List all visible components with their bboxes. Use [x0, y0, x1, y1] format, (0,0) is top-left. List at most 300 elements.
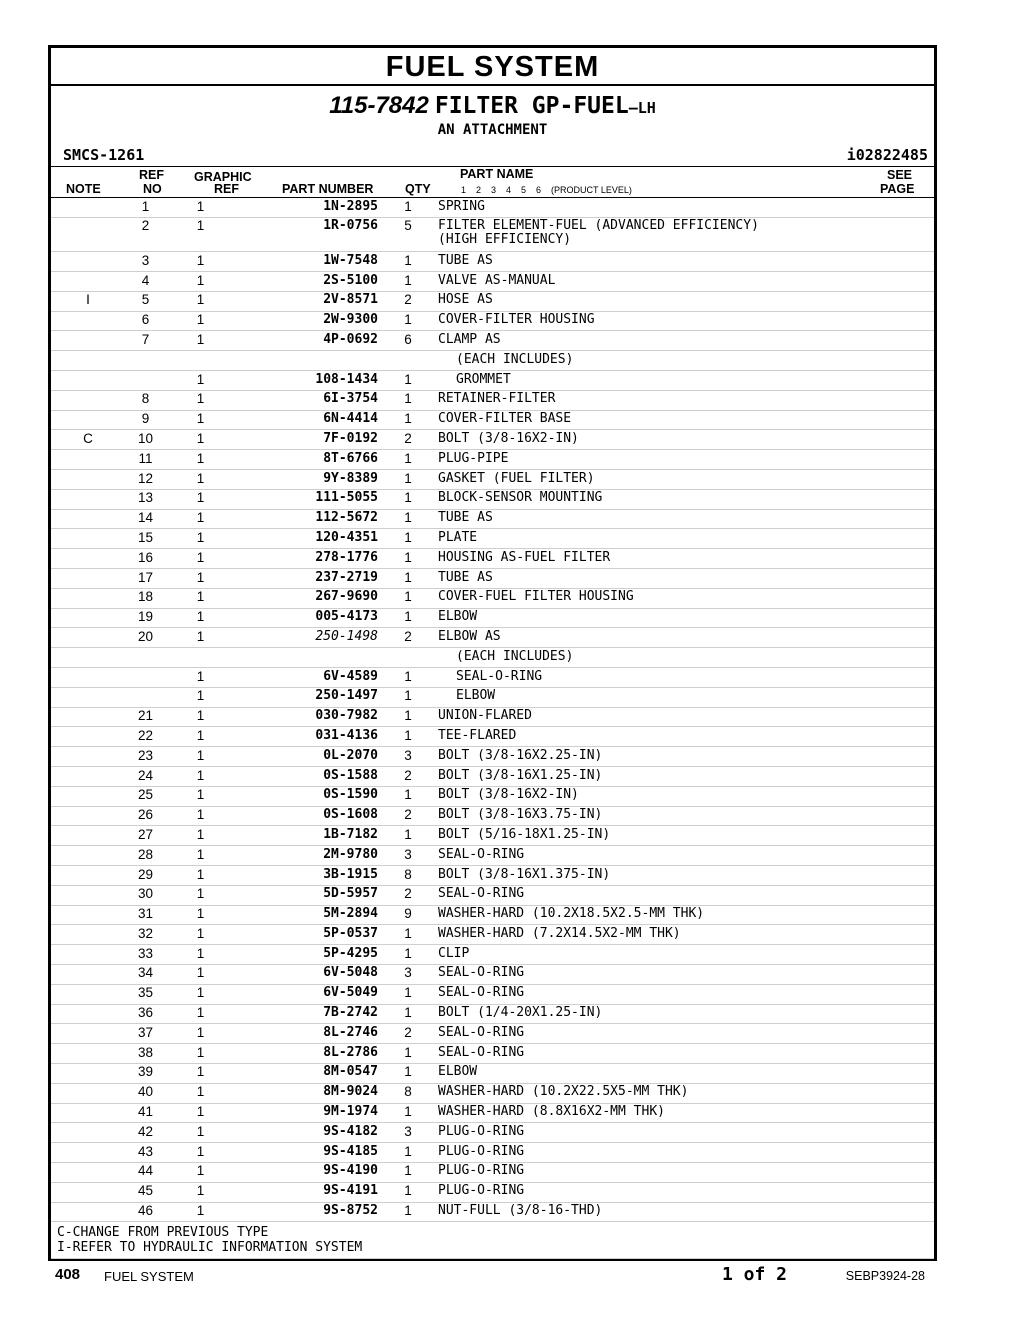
- row-graphic-ref: 1: [166, 331, 235, 351]
- row-part-number: 8M-9024: [235, 1083, 378, 1103]
- row-part-name: WASHER-HARD (10.2X22.5X5-MM THK): [438, 1083, 934, 1103]
- table-row: [51, 826, 934, 846]
- row-part-name: SEAL-O-RING: [438, 668, 934, 688]
- row-graphic-ref: 1: [166, 707, 235, 727]
- row-qty: 3: [378, 747, 438, 767]
- row-graphic-ref: 1: [166, 509, 235, 529]
- row-note: [51, 885, 125, 905]
- row-note: [51, 767, 125, 787]
- row-graphic-ref: 1: [166, 390, 235, 410]
- row-note: [51, 470, 125, 490]
- row-graphic-ref: 1: [166, 1162, 235, 1182]
- col-part-name: PART NAME: [460, 167, 534, 181]
- row-graphic-ref: 1: [166, 945, 235, 965]
- row-ref-no: [125, 687, 166, 707]
- row-qty: 1: [378, 470, 438, 490]
- table-row: [51, 668, 934, 688]
- row-qty: 1: [378, 687, 438, 707]
- table-row: [51, 509, 934, 529]
- row-part-name: SEAL-O-RING: [438, 1044, 934, 1064]
- table-row: [51, 529, 934, 549]
- table-row: [51, 311, 934, 331]
- row-qty: [378, 351, 438, 371]
- row-ref-no: 28: [125, 846, 166, 866]
- row-note: [51, 608, 125, 628]
- row-qty: 2: [378, 885, 438, 905]
- row-part-name: WASHER-HARD (8.8X16X2-MM THK): [438, 1103, 934, 1123]
- row-graphic-ref: 1: [166, 410, 235, 430]
- row-note: [51, 1083, 125, 1103]
- row-qty: 1: [378, 1103, 438, 1123]
- table-row: [51, 331, 934, 351]
- row-part-number: 005-4173: [235, 608, 378, 628]
- table-row: [51, 727, 934, 747]
- row-part-number: 9S-4182: [235, 1123, 378, 1143]
- row-graphic-ref: 1: [166, 272, 235, 292]
- parts-table: [51, 198, 934, 1222]
- row-ref-no: [125, 371, 166, 391]
- row-part-name: NUT-FULL (3/8-16-THD): [438, 1202, 934, 1222]
- row-part-number: 5P-4295: [235, 945, 378, 965]
- row-graphic-ref: 1: [166, 1182, 235, 1202]
- row-ref-no: 29: [125, 866, 166, 886]
- row-part-name: PLUG-O-RING: [438, 1182, 934, 1202]
- row-note: [51, 964, 125, 984]
- row-qty: 3: [378, 1123, 438, 1143]
- row-part-name: HOSE AS: [438, 291, 934, 311]
- row-qty: 3: [378, 964, 438, 984]
- row-part-number: [235, 648, 378, 668]
- group-title: [51, 92, 934, 120]
- row-part-number: 0S-1590: [235, 786, 378, 806]
- row-qty: 1: [378, 786, 438, 806]
- row-note: [51, 410, 125, 430]
- row-graphic-ref: 1: [166, 470, 235, 490]
- row-ref-no: 23: [125, 747, 166, 767]
- row-note: [51, 648, 125, 668]
- row-ref-no: 33: [125, 945, 166, 965]
- row-ref-no: 22: [125, 727, 166, 747]
- row-part-number: 6V-4589: [235, 668, 378, 688]
- row-ref-no: 42: [125, 1123, 166, 1143]
- row-ref-no: 30: [125, 885, 166, 905]
- row-graphic-ref: 1: [166, 1103, 235, 1123]
- row-note: [51, 217, 125, 252]
- row-part-name: BOLT (3/8-16X1.25-IN): [438, 767, 934, 787]
- row-part-number: 7F-0192: [235, 430, 378, 450]
- row-part-number: 250-1497: [235, 687, 378, 707]
- row-ref-no: 7: [125, 331, 166, 351]
- table-row: [51, 272, 934, 292]
- row-part-name: HOUSING AS-FUEL FILTER: [438, 549, 934, 569]
- row-qty: 1: [378, 311, 438, 331]
- row-part-name: WASHER-HARD (10.2X18.5X2.5-MM THK): [438, 905, 934, 925]
- row-part-number: 1N-2895: [235, 198, 378, 217]
- row-graphic-ref: 1: [166, 1044, 235, 1064]
- row-part-name: ELBOW: [438, 1063, 934, 1083]
- row-graphic-ref: 1: [166, 371, 235, 391]
- row-qty: 1: [378, 489, 438, 509]
- table-row: [51, 410, 934, 430]
- row-graphic-ref: 1: [166, 291, 235, 311]
- col-graphic-top: GRAPHIC: [194, 170, 252, 184]
- row-part-number: 8L-2746: [235, 1024, 378, 1044]
- row-ref-no: 35: [125, 984, 166, 1004]
- row-ref-no: 44: [125, 1162, 166, 1182]
- row-ref-no: 5: [125, 291, 166, 311]
- row-ref-no: 32: [125, 925, 166, 945]
- row-part-name: ELBOW: [438, 608, 934, 628]
- row-part-name: VALVE AS-MANUAL: [438, 272, 934, 292]
- row-part-number: 5M-2894: [235, 905, 378, 925]
- row-graphic-ref: 1: [166, 964, 235, 984]
- row-part-number: 9M-1974: [235, 1103, 378, 1123]
- row-note: [51, 198, 125, 217]
- row-part-number: 0L-2070: [235, 747, 378, 767]
- row-graphic-ref: 1: [166, 430, 235, 450]
- table-row: [51, 687, 934, 707]
- row-part-name: SEAL-O-RING: [438, 846, 934, 866]
- row-part-number: 267-9690: [235, 588, 378, 608]
- row-part-name: TEE-FLARED: [438, 727, 934, 747]
- row-qty: 2: [378, 1024, 438, 1044]
- row-part-name: BOLT (1/4-20X1.25-IN): [438, 1004, 934, 1024]
- row-graphic-ref: 1: [166, 747, 235, 767]
- row-part-number: 9S-8752: [235, 1202, 378, 1222]
- row-note: [51, 905, 125, 925]
- row-graphic-ref: 1: [166, 1004, 235, 1024]
- table-row: [51, 925, 934, 945]
- row-part-number: 2M-9780: [235, 846, 378, 866]
- row-part-name: BOLT (3/8-16X2-IN): [438, 430, 934, 450]
- row-ref-no: 16: [125, 549, 166, 569]
- table-row: [51, 198, 934, 217]
- row-ref-no: 15: [125, 529, 166, 549]
- table-row: [51, 1103, 934, 1123]
- row-ref-no: 38: [125, 1044, 166, 1064]
- row-part-name: COVER-FILTER HOUSING: [438, 311, 934, 331]
- row-note: [51, 727, 125, 747]
- row-qty: 1: [378, 668, 438, 688]
- row-note: [51, 390, 125, 410]
- table-row: [51, 489, 934, 509]
- row-note: [51, 945, 125, 965]
- row-qty: 1: [378, 1063, 438, 1083]
- row-qty: 1: [378, 608, 438, 628]
- table-row: [51, 1024, 934, 1044]
- table-row: [51, 549, 934, 569]
- row-ref-no: 4: [125, 272, 166, 292]
- row-part-number: 1R-0756: [235, 217, 378, 252]
- row-note: [51, 866, 125, 886]
- row-note: [51, 1103, 125, 1123]
- row-ref-no: 3: [125, 252, 166, 272]
- row-graphic-ref: 1: [166, 767, 235, 787]
- table-row: [51, 569, 934, 589]
- row-note: [51, 588, 125, 608]
- row-part-number: 1B-7182: [235, 826, 378, 846]
- table-row: [51, 1083, 934, 1103]
- row-ref-no: 18: [125, 588, 166, 608]
- table-row: [51, 1202, 934, 1222]
- row-ref-no: 19: [125, 608, 166, 628]
- table-row: [51, 747, 934, 767]
- footer-section: FUEL SYSTEM: [104, 1269, 194, 1284]
- row-note: [51, 1162, 125, 1182]
- row-qty: 1: [378, 925, 438, 945]
- row-note: [51, 529, 125, 549]
- table-row: [51, 291, 934, 311]
- row-graphic-ref: 1: [166, 727, 235, 747]
- table-row: [51, 390, 934, 410]
- row-qty: 1: [378, 1143, 438, 1163]
- table-row: [51, 1143, 934, 1163]
- row-part-name: UNION-FLARED: [438, 707, 934, 727]
- table-row: [51, 217, 934, 252]
- row-qty: 3: [378, 846, 438, 866]
- row-ref-no: 8: [125, 390, 166, 410]
- row-part-name: SEAL-O-RING: [438, 1024, 934, 1044]
- row-note: [51, 1143, 125, 1163]
- row-ref-no: 1: [125, 198, 166, 217]
- row-graphic-ref: 1: [166, 569, 235, 589]
- row-part-name: ELBOW AS: [438, 628, 934, 648]
- row-note: [51, 668, 125, 688]
- table-row: [51, 252, 934, 272]
- row-part-name: CLIP: [438, 945, 934, 965]
- table-row: [51, 1182, 934, 1202]
- row-part-name: SPRING: [438, 198, 934, 217]
- row-graphic-ref: 1: [166, 450, 235, 470]
- col-graphic-bottom: REF: [214, 182, 239, 196]
- row-graphic-ref: [166, 648, 235, 668]
- col-ref-top: REF: [139, 168, 164, 182]
- table-row: [51, 1162, 934, 1182]
- row-note: [51, 569, 125, 589]
- row-part-number: 9S-4190: [235, 1162, 378, 1182]
- row-part-name: TUBE AS: [438, 569, 934, 589]
- row-part-name: WASHER-HARD (7.2X14.5X2-MM THK): [438, 925, 934, 945]
- row-qty: 2: [378, 806, 438, 826]
- row-qty: [378, 648, 438, 668]
- row-note: I: [51, 291, 125, 311]
- page-footer: [55, 1265, 935, 1287]
- row-ref-no: 41: [125, 1103, 166, 1123]
- table-row: [51, 1004, 934, 1024]
- row-qty: 1: [378, 390, 438, 410]
- row-part-name: PLUG-O-RING: [438, 1143, 934, 1163]
- row-ref-no: 40: [125, 1083, 166, 1103]
- row-part-name: PLUG-O-RING: [438, 1123, 934, 1143]
- row-ref-no: [125, 351, 166, 371]
- row-part-number: 5P-0537: [235, 925, 378, 945]
- row-part-number: 108-1434: [235, 371, 378, 391]
- row-ref-no: 14: [125, 509, 166, 529]
- table-row: [51, 707, 934, 727]
- row-part-name: SEAL-O-RING: [438, 984, 934, 1004]
- row-part-number: 4P-0692: [235, 331, 378, 351]
- row-note: [51, 806, 125, 826]
- row-part-number: 9S-4185: [235, 1143, 378, 1163]
- row-part-number: 2W-9300: [235, 311, 378, 331]
- row-note: [51, 1044, 125, 1064]
- table-row: [51, 628, 934, 648]
- row-note: [51, 331, 125, 351]
- row-qty: 1: [378, 198, 438, 217]
- row-part-number: 8M-0547: [235, 1063, 378, 1083]
- row-part-number: 2V-8571: [235, 291, 378, 311]
- row-note: [51, 628, 125, 648]
- col-note: NOTE: [66, 182, 101, 196]
- row-ref-no: 36: [125, 1004, 166, 1024]
- row-part-number: 237-2719: [235, 569, 378, 589]
- row-part-number: 6I-3754: [235, 390, 378, 410]
- row-note: [51, 846, 125, 866]
- row-qty: 1: [378, 509, 438, 529]
- row-qty: 1: [378, 984, 438, 1004]
- row-ref-no: 9: [125, 410, 166, 430]
- table-header: [51, 167, 934, 198]
- row-part-name: BOLT (3/8-16X1.375-IN): [438, 866, 934, 886]
- table-row: [51, 806, 934, 826]
- row-part-number: 112-5672: [235, 509, 378, 529]
- row-ref-no: 10: [125, 430, 166, 450]
- row-part-number: 8L-2786: [235, 1044, 378, 1064]
- row-ref-no: 26: [125, 806, 166, 826]
- row-graphic-ref: 1: [166, 846, 235, 866]
- table-row: [51, 846, 934, 866]
- row-qty: 1: [378, 549, 438, 569]
- row-ref-no: 34: [125, 964, 166, 984]
- row-part-name: SEAL-O-RING: [438, 964, 934, 984]
- row-graphic-ref: 1: [166, 1024, 235, 1044]
- table-row: [51, 351, 934, 371]
- row-ref-no: 21: [125, 707, 166, 727]
- row-qty: 1: [378, 410, 438, 430]
- row-graphic-ref: 1: [166, 1083, 235, 1103]
- row-qty: 1: [378, 272, 438, 292]
- row-graphic-ref: 1: [166, 549, 235, 569]
- table-row: [51, 1063, 934, 1083]
- row-qty: 2: [378, 767, 438, 787]
- row-graphic-ref: 1: [166, 198, 235, 217]
- row-ref-no: 6: [125, 311, 166, 331]
- row-graphic-ref: 1: [166, 1202, 235, 1222]
- row-graphic-ref: 1: [166, 1123, 235, 1143]
- table-row: [51, 1044, 934, 1064]
- document-id: SEBP3924-28: [845, 1269, 925, 1283]
- row-note: [51, 747, 125, 767]
- parts-list-frame: [48, 45, 937, 1261]
- row-ref-no: 12: [125, 470, 166, 490]
- row-graphic-ref: 1: [166, 826, 235, 846]
- row-qty: 1: [378, 569, 438, 589]
- table-row: [51, 945, 934, 965]
- row-note: [51, 509, 125, 529]
- table-row: [51, 866, 934, 886]
- row-qty: 6: [378, 331, 438, 351]
- row-part-number: 111-5055: [235, 489, 378, 509]
- row-graphic-ref: 1: [166, 217, 235, 252]
- row-graphic-ref: 1: [166, 687, 235, 707]
- row-ref-no: 27: [125, 826, 166, 846]
- row-note: [51, 371, 125, 391]
- row-graphic-ref: 1: [166, 1143, 235, 1163]
- row-part-number: 031-4136: [235, 727, 378, 747]
- group-part-suffix: —LH: [628, 99, 656, 117]
- row-qty: 1: [378, 1044, 438, 1064]
- row-ref-no: 25: [125, 786, 166, 806]
- row-part-number: 8T-6766: [235, 450, 378, 470]
- row-part-number: 250-1498: [235, 628, 378, 648]
- page-number: 408: [55, 1266, 81, 1283]
- row-part-name: SEAL-O-RING: [438, 885, 934, 905]
- row-qty: 9: [378, 905, 438, 925]
- row-ref-no: 31: [125, 905, 166, 925]
- row-note: [51, 1182, 125, 1202]
- table-row: [51, 786, 934, 806]
- row-part-number: 6V-5049: [235, 984, 378, 1004]
- image-id: i02822485: [846, 146, 928, 164]
- row-graphic-ref: 1: [166, 489, 235, 509]
- row-part-name: COVER-FILTER BASE: [438, 410, 934, 430]
- row-ref-no: [125, 648, 166, 668]
- row-ref-no: 17: [125, 569, 166, 589]
- row-graphic-ref: 1: [166, 529, 235, 549]
- row-part-number: 6N-4414: [235, 410, 378, 430]
- row-note: [51, 687, 125, 707]
- row-part-number: 7B-2742: [235, 1004, 378, 1024]
- col-part-number: PART NUMBER: [282, 182, 374, 196]
- table-row: [51, 588, 934, 608]
- row-part-number: 9Y-8389: [235, 470, 378, 490]
- row-part-name: BOLT (5/16-18X1.25-IN): [438, 826, 934, 846]
- row-graphic-ref: 1: [166, 628, 235, 648]
- row-part-number: 3B-1915: [235, 866, 378, 886]
- row-part-number: 0S-1608: [235, 806, 378, 826]
- row-graphic-ref: 1: [166, 252, 235, 272]
- table-row: [51, 767, 934, 787]
- row-qty: 1: [378, 371, 438, 391]
- row-graphic-ref: 1: [166, 608, 235, 628]
- row-graphic-ref: 1: [166, 984, 235, 1004]
- row-qty: 1: [378, 1202, 438, 1222]
- row-part-name: PLATE: [438, 529, 934, 549]
- row-part-name: GROMMET: [438, 371, 934, 391]
- row-note: [51, 826, 125, 846]
- row-ref-no: 45: [125, 1182, 166, 1202]
- row-graphic-ref: 1: [166, 1063, 235, 1083]
- col-see-top: SEE: [887, 168, 913, 182]
- smcs-code: SMCS-1261: [63, 146, 145, 164]
- row-note: [51, 707, 125, 727]
- row-qty: 1: [378, 1182, 438, 1202]
- row-qty: 1: [378, 529, 438, 549]
- row-qty: 2: [378, 430, 438, 450]
- row-graphic-ref: 1: [166, 786, 235, 806]
- row-note: [51, 1063, 125, 1083]
- row-qty: 2: [378, 628, 438, 648]
- row-qty: 8: [378, 1083, 438, 1103]
- table-row: [51, 1123, 934, 1143]
- row-note: [51, 450, 125, 470]
- row-ref-no: [125, 668, 166, 688]
- row-part-number: 030-7982: [235, 707, 378, 727]
- row-ref-no: 13: [125, 489, 166, 509]
- row-note: [51, 252, 125, 272]
- table-row: [51, 430, 934, 450]
- row-graphic-ref: 1: [166, 311, 235, 331]
